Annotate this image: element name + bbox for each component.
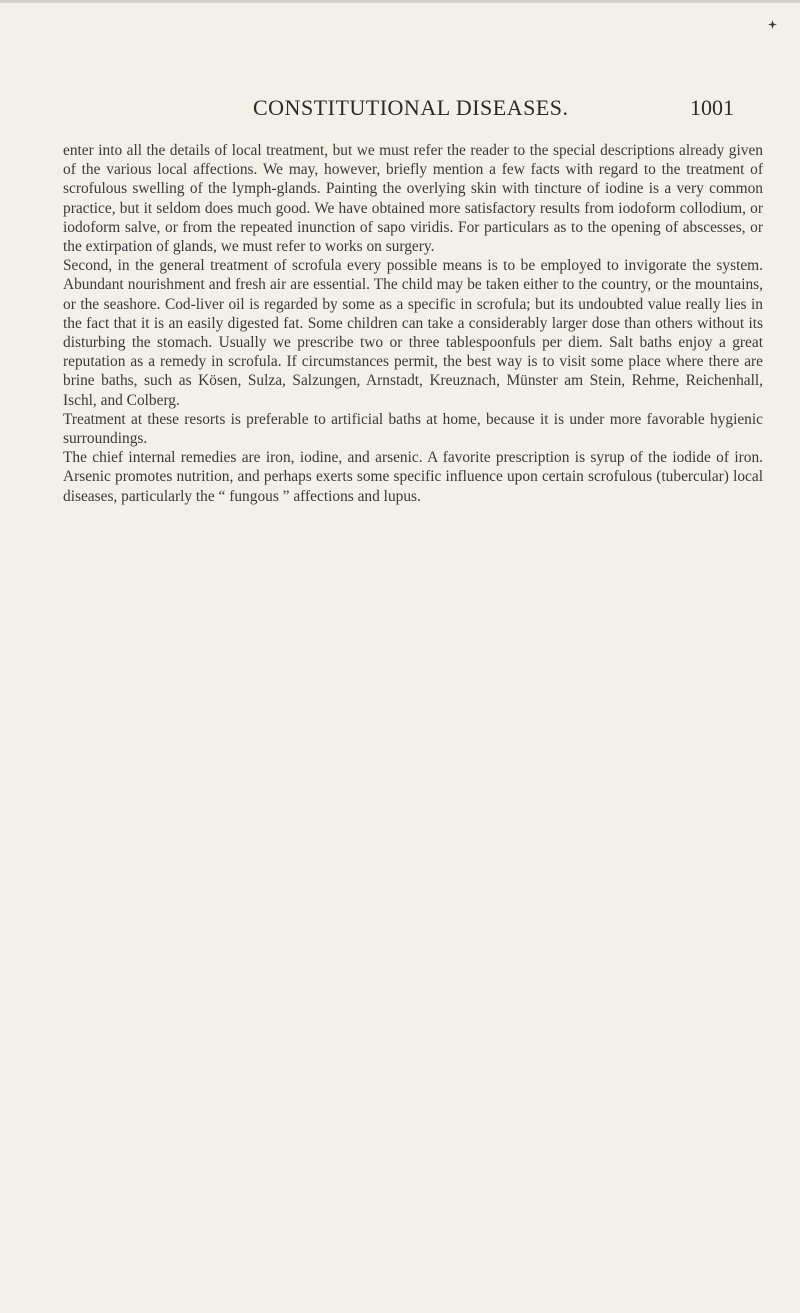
paragraph-resorts: Treatment at these resorts is preferable to artificial baths at home, because it is under more favorable hygienic surroundings. [63, 410, 763, 448]
corner-mark-icon [768, 20, 777, 29]
page-header [60, 95, 760, 125]
body-text [63, 141, 763, 506]
paragraph-internal-remedies: The chief internal remedies are iron, iodine, and arsenic. A favorite prescription is syrup of the iodide of iron. Arsenic promotes nutrition, and perhaps exerts some specific influence upon certain scrofulous (tubercular) local diseases, particularly the “ fungous ” affections and lupus. [63, 449, 763, 505]
page-number: 1001 [690, 95, 734, 120]
top-edge-rule [0, 0, 800, 3]
paragraph-local-treatment: enter into all the details of local treatment, but we must refer the reader to the special descriptions already given of the various local affections. We may, however, briefly mention a few facts with regard to the treatment of scrofulous swelling of the lymph-glands. Painting the overlying skin with tincture of iodine is a very common practice, but it seldom does much good. We have obtained more satisfactory results from iodoform collodium, or iodoform salve, or from the repeated inunction of sapo viridis. For particulars as to the opening of abscesses, or the extirpation of glands, we must refer to works on surgery. [63, 142, 763, 256]
running-head: CONSTITUTIONAL DISEASES. [253, 95, 569, 120]
paragraph-general-treatment: Second, in the general treatment of scrofula every possible means is to be employed to invigorate the system. Abundant nourishment and fresh air are essential. The child may be taken either to the country, or the mountains, or the seashore. Cod-liver oil is regarded by some as a specific in scrofula; but its undoubted value really lies in the fact that it is an easily digested fat. Some children can take a considerably larger dose than others without its disturbing the stomach. Usually we prescribe two or three tablespoonfuls per diem. Salt baths enjoy a great reputation as a remedy in scrofula. If circumstances permit, the best way is to visit some place where there are brine baths, such as Kösen, Sulza, Salzungen, Arnstadt, Kreuznach, Münster am Stein, Rehme, Reichenhall, Ischl, and Colberg. [63, 257, 763, 409]
